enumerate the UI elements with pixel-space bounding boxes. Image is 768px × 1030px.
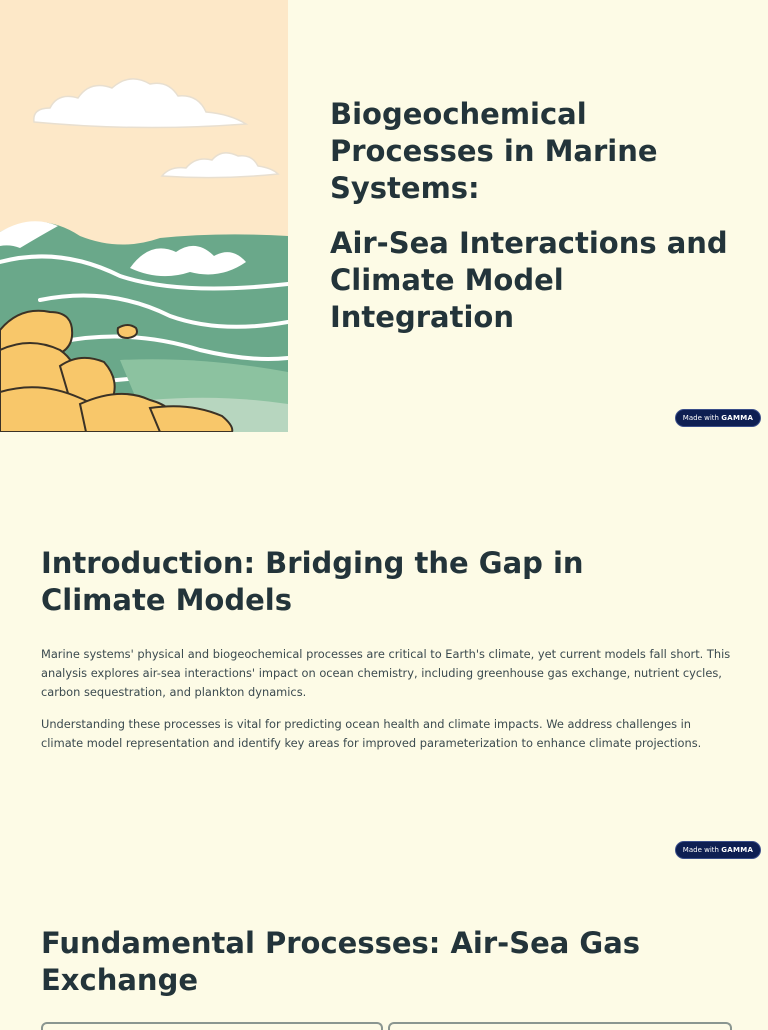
hero-illustration [0, 0, 288, 432]
badge-brand: GAMMA [721, 846, 754, 854]
intro-heading: Introduction: Bridging the Gap in Climate Models [41, 546, 584, 617]
title-block [330, 96, 730, 354]
made-with-gamma-badge[interactable] [675, 409, 761, 427]
fundamentals-heading: Fundamental Processes: Air-Sea Gas Exchange [41, 926, 641, 997]
badge-prefix: Made with [682, 846, 719, 854]
slide-title: Biogeochemical Processes in Marine Systems: [330, 97, 658, 205]
intro-paragraph-1: Marine systems' physical and biogeochemical processes are critical to Earth's climate, yet current models fall short. This analysis explores air-sea interactions' impact on ocean chemistry, including greenhouse gas exchange, nutrient cycles, carbon sequestration, and plankton dynamics. [41, 647, 731, 699]
card-right [388, 1022, 732, 1030]
slide-subtitle: Air-Sea Interactions and Climate Model Integration [330, 226, 728, 334]
made-with-gamma-badge[interactable] [675, 841, 761, 859]
intro-slide [0, 432, 768, 864]
title-slide [0, 0, 768, 432]
badge-brand: GAMMA [721, 414, 754, 422]
fundamentals-slide [0, 864, 768, 1024]
intro-paragraph-2: Understanding these processes is vital for predicting ocean health and climate impacts. We address challenges in climate model representation and identify key areas for improved parameterization to enhance climate projections. [41, 717, 702, 750]
card-left [41, 1022, 383, 1030]
badge-prefix: Made with [682, 414, 719, 422]
ocean-illustration-icon [0, 0, 288, 432]
